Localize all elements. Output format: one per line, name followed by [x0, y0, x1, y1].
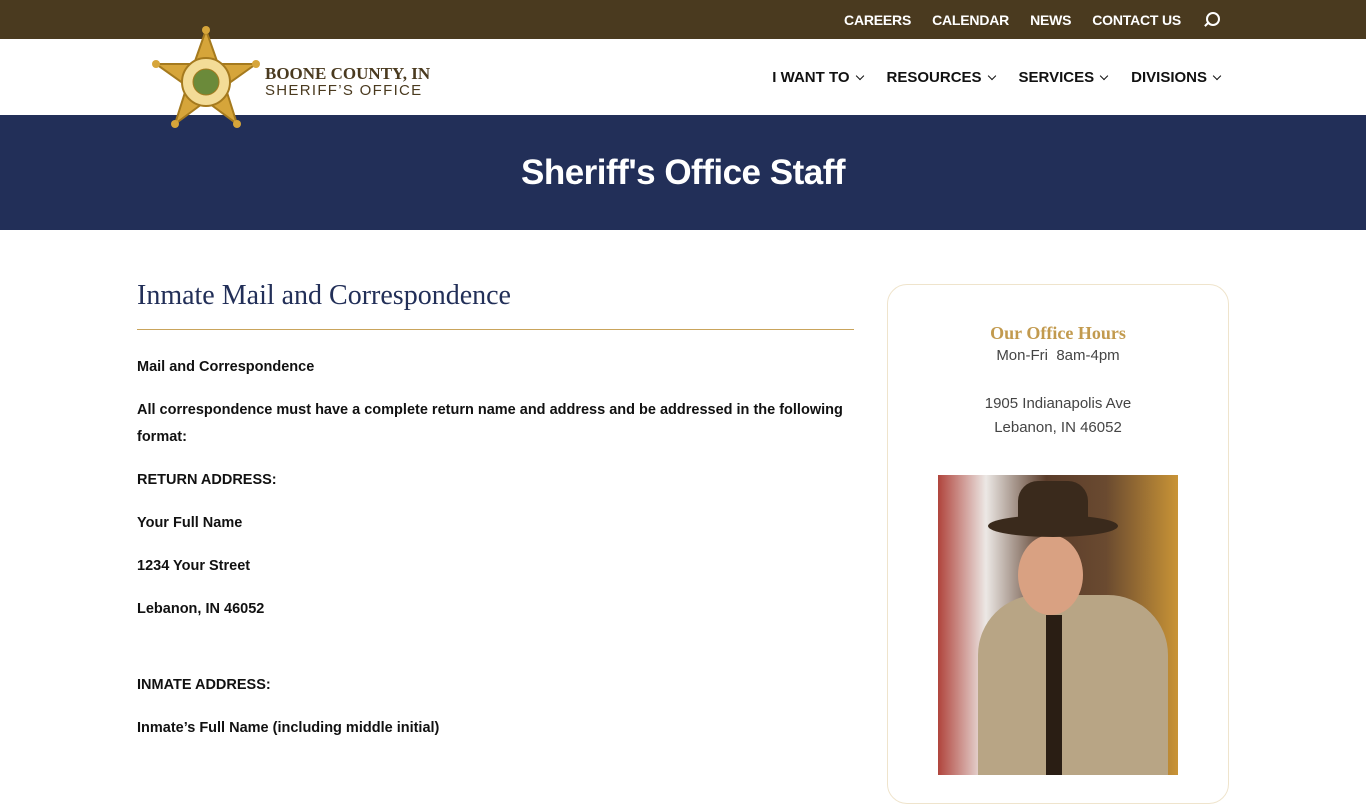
nav-label: DIVISIONS [1131, 68, 1207, 86]
main-content [137, 280, 854, 742]
sheriff-photo [938, 475, 1178, 775]
paragraph: Inmate’s Full Name (including middle initial) [137, 720, 440, 736]
top-link-news[interactable]: NEWS [1030, 11, 1072, 28]
paragraph: Mail and Correspondence [137, 359, 315, 375]
main-nav [772, 39, 1220, 115]
office-hours: Mon-Fri 8am-4pm [996, 347, 1120, 364]
hero-banner [0, 115, 1366, 230]
search-icon[interactable] [1202, 11, 1220, 29]
nav-label: RESOURCES [886, 68, 982, 86]
nav-resources[interactable] [887, 69, 995, 86]
office-hours-card [887, 284, 1229, 804]
top-link-careers[interactable]: CAREERS [844, 11, 912, 28]
nav-label: SERVICES [1018, 68, 1095, 86]
page-title: Sheriff's Office Staff [520, 152, 846, 192]
nav-services[interactable] [1019, 69, 1108, 86]
office-hours-title: Our Office Hours [990, 323, 1126, 343]
nav-label: I WANT TO [772, 68, 850, 86]
paragraph: INMATE ADDRESS: [137, 677, 271, 693]
sheriff-badge-logo[interactable] [152, 26, 260, 130]
paragraph: 1234 Your Street [137, 558, 251, 574]
chevron-down-icon [1100, 71, 1108, 79]
nav-i-want-to[interactable] [772, 69, 862, 86]
chevron-down-icon [855, 71, 863, 79]
address-line-2: Lebanon, IN 46052 [994, 419, 1122, 436]
chevron-down-icon [987, 71, 995, 79]
paragraph: Lebanon, IN 46052 [137, 601, 265, 617]
paragraph: RETURN ADDRESS: [137, 472, 277, 488]
top-link-contact-us[interactable]: CONTACT US [1092, 11, 1181, 28]
address-line-1: 1905 Indianapolis Ave [984, 395, 1132, 412]
paragraph: Your Full Name [137, 515, 243, 531]
logo-title[interactable]: BOONE COUNTY, IN [265, 64, 431, 83]
logo-subtitle[interactable]: SHERIFF’S OFFICE [265, 82, 423, 99]
nav-divisions[interactable] [1131, 69, 1220, 86]
chevron-down-icon [1213, 71, 1221, 79]
top-link-calendar[interactable]: CALENDAR [932, 11, 1010, 28]
paragraph: All correspondence must have a complete return name and address and be addressed in the following format: [137, 402, 843, 445]
section-title: Inmate Mail and Correspondence [137, 280, 854, 330]
